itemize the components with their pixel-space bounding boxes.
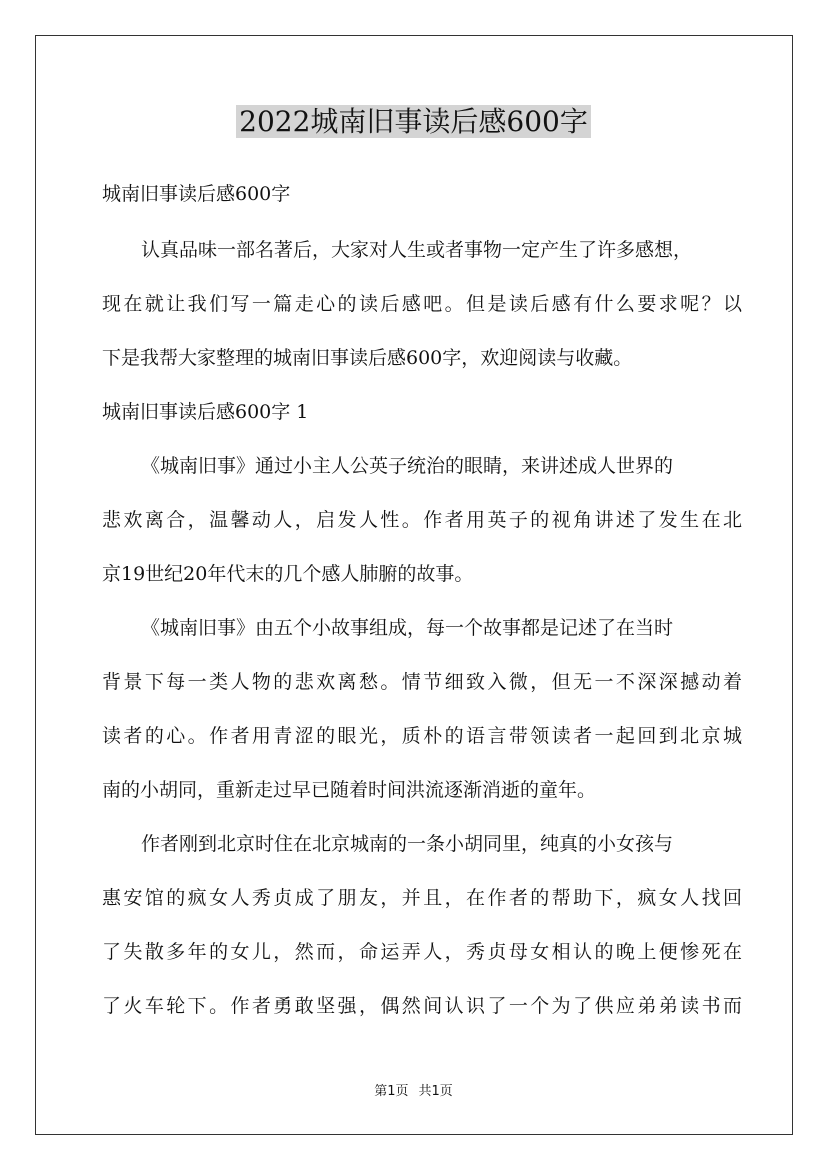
- paragraph3-line-2: 惠安馆的疯女人秀贞成了朋友，并且，在作者的帮助下，疯女人找回: [102, 887, 742, 909]
- paragraph3-line-4: 了火车轮下。作者勇敢坚强，偶然间认识了一个为了供应弟弟读书而: [102, 995, 742, 1017]
- intro-line-3: 下是我帮大家整理的城南旧事读后感600字，欢迎阅读与收藏。: [102, 347, 633, 369]
- page-number: 第1页: [374, 1084, 409, 1099]
- paragraph1-line-2: 悲欢离合，温馨动人，启发人性。作者用英子的视角讲述了发生在北: [102, 509, 742, 531]
- paragraph2-line-2: 背景下每一类人物的悲欢离愁。情节细致入微，但无一不深深撼动着: [102, 671, 742, 693]
- document-subtitle: 城南旧事读后感600字: [102, 183, 291, 205]
- paragraph1-line-3: 京19世纪20年代末的几个感人肺腑的故事。: [102, 563, 474, 585]
- page-footer: [0, 1083, 827, 1101]
- paragraph2-line-3: 读者的心。作者用青涩的眼光，质朴的语言带领读者一起回到北京城: [102, 725, 742, 747]
- paragraph2-line-4: 南的小胡同，重新走过早已随着时间洪流逐渐消逝的童年。: [102, 779, 597, 801]
- section-heading: 城南旧事读后感600字 1: [102, 401, 309, 423]
- document-title: [0, 100, 827, 144]
- intro-line-2: 现在就让我们写一篇走心的读后感吧。但是读后感有什么要求呢？以: [102, 293, 742, 315]
- paragraph3-line-3: 了失散多年的女儿，然而，命运弄人，秀贞母女相认的晚上便惨死在: [102, 941, 742, 963]
- intro-line-1: 认真品味一部名著后，大家对人生或者事物一定产生了许多感想，: [141, 239, 693, 261]
- page-total: 共1页: [418, 1084, 453, 1099]
- paragraph1-line-1: 《城南旧事》通过小主人公英子统治的眼睛，来讲述成人世界的: [141, 455, 674, 477]
- paragraph2-line-1: 《城南旧事》由五个小故事组成，每一个故事都是记述了在当时: [141, 617, 674, 639]
- document-title-text: 2022城南旧事读后感600字: [236, 105, 591, 138]
- paragraph3-line-1: 作者刚到北京时住在北京城南的一条小胡同里，纯真的小女孩与: [141, 833, 674, 855]
